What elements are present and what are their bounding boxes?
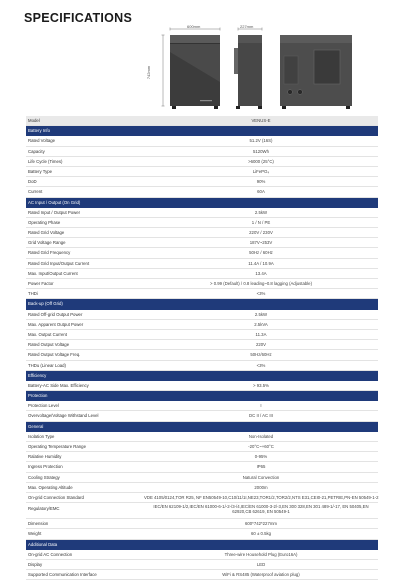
- model-key: Model: [28, 118, 40, 123]
- spec-row: [26, 228, 378, 238]
- spec-key: Display: [28, 561, 43, 567]
- section-title: Battery Info: [28, 128, 50, 134]
- spec-key: Rated Grid Frequency: [28, 250, 71, 256]
- spec-row: [26, 310, 378, 320]
- spec-row: [26, 493, 378, 503]
- spec-value: 2.5kW: [254, 311, 268, 317]
- spec-row: [26, 560, 378, 570]
- spec-row: [26, 350, 378, 360]
- spec-value: <3%: [256, 362, 266, 368]
- spec-row: [26, 259, 378, 269]
- spec-value: 60A: [257, 189, 265, 195]
- spec-row: [26, 401, 378, 411]
- spec-key: Protection Level: [28, 403, 59, 409]
- spec-key: Rated Grid Voltage: [28, 230, 65, 236]
- spec-value: 5120Wh: [252, 148, 269, 154]
- section-header: [26, 126, 378, 136]
- spec-row: [26, 473, 378, 483]
- spec-key: Capacity: [28, 148, 45, 154]
- spec-row: [26, 381, 378, 391]
- model-value: VENUS-E: [251, 118, 271, 123]
- spec-row: [26, 550, 378, 560]
- section-header: [26, 540, 378, 550]
- section-title: Efficiency: [28, 372, 47, 378]
- spec-value: Non-Isolated: [248, 433, 274, 439]
- spec-row: [26, 136, 378, 146]
- spec-value: DC II / AC III: [249, 413, 273, 419]
- spec-key: Max. Operating Altitude: [28, 484, 73, 490]
- spec-row: [26, 238, 378, 248]
- spec-value: 50Hz / 60Hz: [249, 250, 273, 256]
- spec-value: 220V / 230V: [249, 230, 273, 236]
- section-header: [26, 422, 378, 432]
- spec-row: [26, 330, 378, 340]
- spec-value: 60 ± 0.5kg: [250, 531, 272, 537]
- spec-row: [26, 177, 378, 187]
- spec-row: [26, 411, 378, 421]
- spec-key: Regulatory/EMC: [28, 505, 60, 511]
- width-dimension-label: 600mm: [187, 24, 201, 29]
- spec-key: Battery-AC Side Max. Efficiency: [28, 382, 89, 388]
- spec-value: <3%: [256, 291, 266, 297]
- depth-dimension-label: 227mm: [240, 24, 254, 29]
- spec-value: IEC/EN 62109-1/2,IEC/EN 61000-6-1/-2-/3-/4,IEC/EN 61000-3-2/-3,EN 300 328,EN 301 489-1/-17, EN 50405,EN 62920,CB 62619, EN 50549-1: [153, 503, 369, 514]
- spec-value: IP65: [256, 464, 266, 470]
- spec-key: On-grid Connection Standard: [28, 494, 84, 500]
- spec-row: [26, 248, 378, 258]
- spec-value: 0-95%: [254, 454, 268, 460]
- spec-value: 51.2V (16S): [249, 138, 273, 144]
- spec-row: [26, 187, 378, 197]
- spec-row: [26, 442, 378, 452]
- spec-key: Rated Output Voltage Freq.: [28, 352, 81, 358]
- spec-value: 2.5kW: [254, 209, 268, 215]
- spec-row: [26, 320, 378, 330]
- spec-key: Power Factor: [28, 281, 54, 286]
- spec-value: Natural Convection: [242, 474, 280, 480]
- section-title: Protection: [28, 393, 48, 399]
- spec-row: [26, 289, 378, 299]
- spec-key: Rated Voltage: [28, 138, 55, 144]
- spec-value: -20°C~+60°C: [248, 444, 274, 449]
- spec-row: [26, 167, 378, 177]
- spec-key: Operating Temperature Range: [28, 444, 86, 449]
- spec-row: [26, 218, 378, 228]
- spec-value: 187V~253V: [249, 240, 273, 246]
- spec-key: DoD: [28, 179, 37, 185]
- spec-row: [26, 147, 378, 157]
- spec-key: Supported Communication Interface: [28, 572, 97, 578]
- spec-value: 220V: [255, 342, 267, 348]
- spec-value: WiFi & RS485 (Waterproof aviation plug): [222, 572, 300, 578]
- spec-row: [26, 269, 378, 279]
- spec-key: Max. Apparent Output Power: [28, 321, 84, 327]
- section-header: [26, 198, 378, 208]
- spec-value: 50Hz/60Hz: [250, 352, 272, 358]
- spec-value: 2000m: [254, 484, 268, 490]
- spec-value: > 93.5%: [253, 382, 269, 388]
- spec-value: LED: [256, 561, 266, 567]
- spec-row: [26, 462, 378, 472]
- product-figure: [146, 24, 375, 112]
- spec-key: Overvoltage/Voltage Withstand Level: [28, 413, 99, 419]
- spec-row: [26, 340, 378, 350]
- section-title: General: [28, 423, 44, 429]
- spec-value: 13.4A: [255, 270, 267, 276]
- model-row: [26, 116, 378, 126]
- spec-row: [26, 519, 378, 529]
- spec-row: [26, 452, 378, 462]
- spec-row: [26, 157, 378, 167]
- spec-key: On-grid AC Connection: [28, 551, 73, 557]
- spec-value: I: [260, 403, 262, 409]
- spec-row: [26, 432, 378, 442]
- height-dimension-label: 742mm: [146, 65, 152, 80]
- spec-value: >6000 (25°C): [248, 158, 274, 164]
- spec-value: 11.3A: [255, 331, 267, 337]
- spec-key: THDu (Linear Load): [28, 362, 66, 368]
- spec-key: Rated Off-grid Output Power: [28, 311, 83, 317]
- spec-value: > 0.99 (Default) / 0.8 leading~0.8 lagging (Adjustable): [210, 281, 312, 286]
- spec-value: 11.4A / 10.9A: [248, 260, 274, 266]
- spec-row: [26, 570, 378, 580]
- spec-row: [26, 503, 378, 519]
- spec-key: Battery Type: [28, 168, 53, 174]
- spec-key: Weight: [28, 531, 42, 537]
- spec-table: [26, 116, 378, 580]
- spec-key: Max. Output Current: [28, 331, 67, 337]
- spec-row: [26, 208, 378, 218]
- spec-value: VDE 4105/0124,TOR R25, NF EN50549-10,C10/11/1I,NE23,TOR1/2,TOR2/2,NTS E31,CEI0-21,PETRIE,PN-EN 50549-1-2: [144, 494, 379, 500]
- spec-key: Cooling Strategy: [28, 474, 60, 480]
- spec-key: Operating Phase: [28, 219, 61, 225]
- spec-value: 90%: [256, 179, 266, 185]
- spec-value: 600*742*227mm: [244, 521, 277, 527]
- spec-row: [26, 529, 378, 539]
- spec-key: Life Cycle (Times): [28, 158, 63, 164]
- spec-key: Dimension: [28, 521, 49, 527]
- page-title: SPECIFICATIONS: [24, 11, 133, 25]
- spec-key: Isolation Type: [28, 433, 55, 439]
- spec-value: 1 / N / PE: [251, 219, 271, 225]
- spec-key: Current: [28, 189, 43, 195]
- spec-value: Three-wire Household Plug (Euro16A): [224, 551, 298, 557]
- section-title: AC Input / Output (On Grid): [28, 199, 81, 205]
- spec-key: Rated Output Voltage: [28, 342, 70, 348]
- section-header: [26, 391, 378, 401]
- section-header: [26, 371, 378, 381]
- spec-key: Grid Voltage Range: [28, 240, 66, 246]
- spec-row: [26, 483, 378, 493]
- spec-key: Ralative Humidity: [28, 454, 62, 460]
- spec-value: 2.5kVA: [254, 321, 268, 327]
- spec-row: [26, 279, 378, 289]
- spec-key: Rated Input / Output Power: [28, 209, 81, 215]
- product-illustration: [150, 26, 375, 112]
- section-title: Back-up (Off Grid): [28, 301, 63, 307]
- spec-key: Ingress Protection: [28, 464, 63, 470]
- spec-value: LiFePO₄: [252, 168, 270, 174]
- spec-key: Max. Input/Output Current: [28, 270, 78, 276]
- spec-key: THDi: [28, 291, 38, 297]
- section-title: Additional Data: [28, 541, 58, 547]
- spec-key: Rated Grid Input/Output Current: [28, 260, 90, 266]
- section-header: [26, 299, 378, 309]
- spec-row: [26, 361, 378, 371]
